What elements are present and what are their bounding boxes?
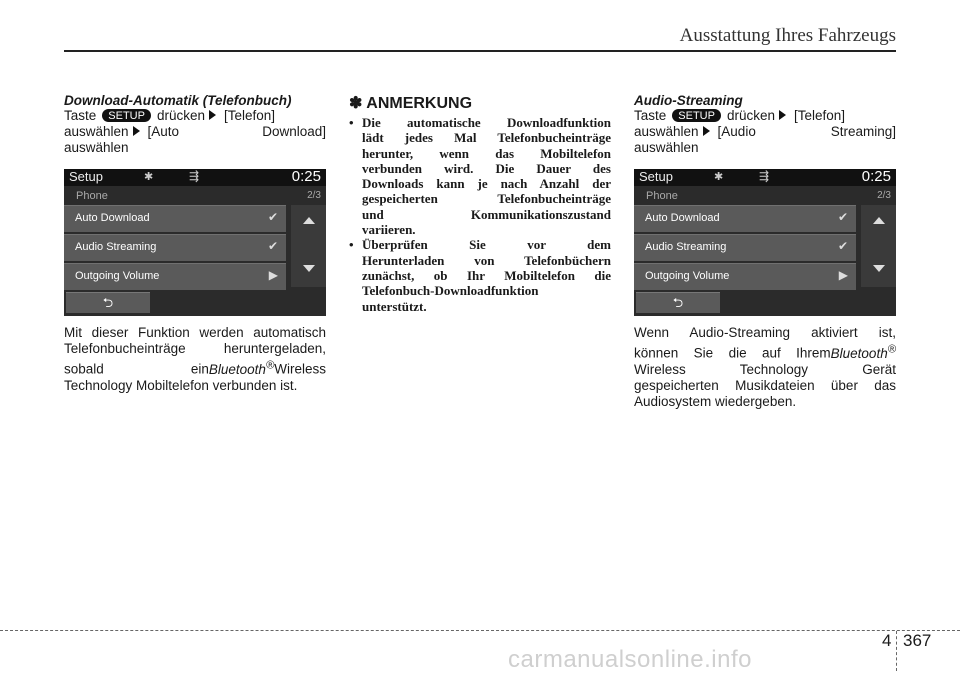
page-header-title: Ausstattung Ihres Fahrzeugs	[679, 25, 896, 46]
body-line-2: Telefonbucheinträge heruntergeladen,	[64, 341, 326, 356]
screen-row-auto-download	[64, 205, 286, 232]
instruction-line-2	[64, 124, 326, 140]
right-arrow-icon	[703, 126, 710, 136]
right-arrow-icon	[133, 126, 140, 136]
setup-badge: SETUP	[672, 109, 721, 122]
screen-row-audio-streaming	[64, 234, 286, 261]
screen-title: Setup	[69, 169, 103, 184]
note-heading: ✽ ANMERKUNG	[349, 95, 473, 112]
screen-row-audio-streaming	[634, 234, 856, 261]
body-line-2	[634, 341, 896, 362]
column-auto-download	[64, 93, 326, 394]
chapter-number: 4	[882, 631, 892, 650]
setup-phone-screen-image	[64, 169, 326, 316]
screen-row-outgoing-volume	[64, 263, 286, 290]
screen-page-indicator: 2/3	[307, 190, 321, 201]
footer-divider	[896, 631, 897, 671]
instr-auswahlen: auswählen	[64, 124, 129, 139]
note-item-2-l2: Herunterladen von Telefonbüchern	[362, 252, 611, 268]
screen-title: Setup	[639, 169, 673, 184]
instr-auto-download: [Auto Download]	[147, 124, 326, 139]
bullet: •	[349, 115, 354, 130]
header-rule	[64, 50, 896, 52]
scroll-down-icon	[303, 265, 315, 272]
body-line-3	[64, 357, 326, 378]
screen-time: 0:25	[291, 169, 321, 185]
bluetooth-word: Bluetooth	[830, 345, 888, 361]
scroll-down-icon	[873, 265, 885, 272]
instr-audio-streaming: [Audio Streaming]	[717, 124, 896, 139]
check-icon: ✔	[837, 210, 848, 224]
body-line-4: Technology Mobiltelefon verbunden ist.	[64, 377, 298, 393]
check-icon: ✔	[837, 239, 848, 253]
note-item-1-l3: herunter, wenn das Mobiltelefon	[362, 145, 611, 161]
screen-status-bar	[64, 169, 326, 186]
note-item-1-l7: und Kommunikationszustand	[362, 206, 611, 222]
screen-status-bar	[634, 169, 896, 186]
page-number: 367	[903, 631, 932, 650]
column-note	[349, 93, 611, 314]
check-icon: ✔	[267, 210, 278, 224]
instr-auswahlen: auswählen	[634, 124, 699, 139]
instr-taste: Taste	[634, 108, 667, 123]
body-sobald-ein: sobald ein	[64, 361, 209, 377]
column-audio-streaming	[634, 93, 896, 410]
body-line-4: gespeicherten Musikdateien über das	[634, 377, 896, 393]
screen-scroll-panel	[861, 205, 896, 287]
play-arrow-icon: ▶	[838, 268, 848, 282]
instr-telefon: [Telefon]	[224, 108, 276, 123]
screen-menu-list	[64, 205, 286, 292]
row-label: Audio Streaming	[645, 241, 727, 253]
screen-section-label: Phone	[646, 190, 678, 202]
body-line-1: Mit dieser Funktion werden automatisch	[64, 325, 326, 340]
note-item-2-l5: unterstützt.	[362, 298, 427, 314]
play-arrow-icon: ▶	[268, 268, 278, 282]
check-icon: ✔	[267, 239, 278, 253]
instruction-line-1	[634, 108, 896, 124]
right-arrow-icon	[779, 110, 786, 120]
bluetooth-icon: ✱	[714, 171, 724, 183]
screen-page-indicator: 2/3	[877, 190, 891, 201]
screen-row-auto-download	[634, 205, 856, 232]
note-item-1-l6: gespeicherten Telefonbucheinträge	[362, 191, 611, 207]
note-item-1-l4: verbunden wird. Die Dauer des	[362, 160, 611, 176]
section-heading-auto-download: Download-Automatik (Telefonbuch)	[64, 93, 292, 108]
note-item-2-l1: • Überprüfen Sie vor dem	[349, 237, 611, 253]
screen-time: 0:25	[861, 169, 891, 185]
note-list	[349, 115, 611, 314]
footer-rule	[0, 630, 960, 631]
body-konnen: können Sie die auf Ihrem	[634, 345, 831, 361]
row-label: Outgoing Volume	[75, 270, 160, 282]
registered-mark: ®	[265, 359, 275, 371]
right-arrow-icon	[209, 110, 216, 120]
note-item-2-l4: Telefonbuch-Downloadfunktion	[362, 283, 539, 299]
instr-drucken: drücken	[156, 108, 205, 123]
instruction-line-3: auswählen	[634, 140, 699, 155]
instr-drucken: drücken	[726, 108, 775, 123]
instr-telefon: [Telefon]	[794, 108, 846, 123]
back-icon: ⮌	[66, 292, 150, 313]
instruction-line-1	[64, 108, 326, 124]
body-wireless: Wireless	[274, 361, 326, 377]
section-heading-audio-streaming: Audio-Streaming	[634, 93, 743, 108]
instr-taste: Taste	[64, 108, 97, 123]
scroll-up-icon	[873, 217, 885, 224]
note-item-1-l1: • Die automatische Downloadfunktion	[349, 115, 611, 130]
screen-scroll-panel	[291, 205, 326, 287]
screen-row-outgoing-volume	[634, 263, 856, 290]
body-line-3: Wireless Technology Gerät	[634, 361, 896, 377]
instruction-line-2	[634, 124, 896, 140]
registered-mark: ®	[887, 343, 896, 355]
row-label: Outgoing Volume	[645, 270, 730, 282]
setup-badge: SETUP	[102, 109, 151, 122]
note-item-1-l5: Downloads kann je nach Anzahl der	[362, 176, 611, 192]
row-label: Audio Streaming	[75, 241, 157, 253]
setup-phone-screen-image	[634, 169, 896, 316]
body-line-1: Wenn Audio-Streaming aktiviert ist,	[634, 325, 896, 340]
scroll-up-icon	[303, 217, 315, 224]
screen-section-label: Phone	[76, 190, 108, 202]
screen-menu-list	[634, 205, 856, 292]
watermark: carmanualsonline.info	[508, 646, 752, 673]
body-line-5: Audiosystem wiedergeben.	[634, 393, 797, 409]
row-label: Auto Download	[75, 212, 150, 224]
row-label: Auto Download	[645, 212, 720, 224]
note-item-1-l8: variieren.	[362, 222, 416, 238]
bullet: •	[349, 237, 354, 253]
bluetooth-word: Bluetooth	[208, 361, 266, 377]
note-item-2-l3: zunächst, ob Ihr Mobiltelefon die	[362, 267, 611, 283]
usb-icon: ⇶	[189, 169, 200, 183]
bluetooth-icon: ✱	[144, 171, 154, 183]
note-item-1-l2: lädt jedes Mal Telefonbucheinträge	[362, 130, 611, 146]
usb-icon: ⇶	[759, 169, 770, 183]
instruction-line-3: auswählen	[64, 140, 129, 155]
back-icon: ⮌	[636, 292, 720, 313]
